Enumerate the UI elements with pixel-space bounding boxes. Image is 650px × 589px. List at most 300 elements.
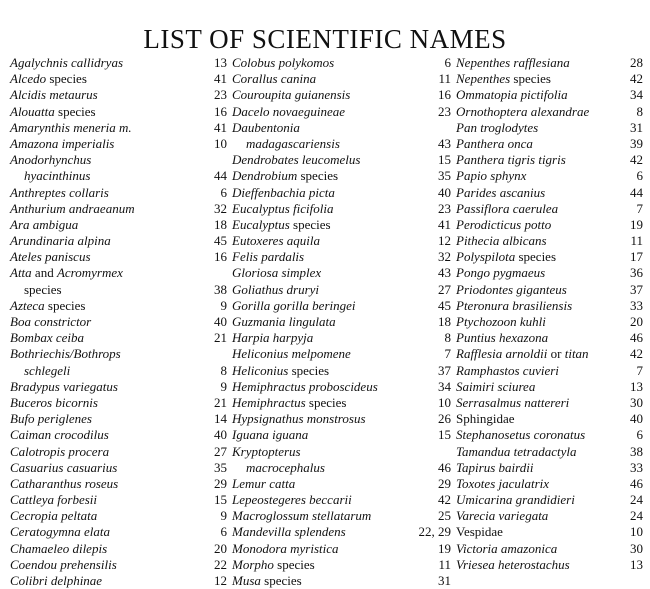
index-entry [232, 104, 451, 120]
entry-name [232, 330, 313, 346]
page-number: 40 [214, 427, 227, 443]
page-number: 8 [220, 362, 227, 378]
page-number: 31 [630, 119, 643, 135]
page-number: 6 [636, 427, 643, 443]
entry-name [456, 201, 558, 217]
page-number: 30 [630, 540, 643, 556]
name-suffix: species [46, 71, 87, 87]
page-number: 42 [438, 492, 451, 508]
scientific-name: Amazona imperialis [10, 135, 115, 151]
entry-name [10, 557, 117, 573]
scientific-name: Amarynthis meneria m. [10, 119, 132, 135]
page-number: 19 [630, 216, 643, 232]
page-number: 33 [630, 297, 643, 313]
index-entry [456, 298, 643, 314]
entry-name [456, 427, 585, 443]
scientific-name: Guzmania lingulata [232, 314, 336, 329]
scientific-name: Sphingidae [456, 411, 515, 427]
entry-name [456, 444, 577, 460]
names-column-2 [232, 55, 451, 589]
scientific-name: Saimiri sciurea [456, 378, 536, 394]
page-number: 40 [438, 184, 451, 200]
entry-name [10, 524, 110, 540]
scientific-name: Panthera onca [456, 135, 533, 151]
index-entry [232, 460, 451, 476]
index-entry [232, 363, 451, 379]
scientific-name: Perodicticus potto [456, 216, 552, 232]
page-number: 10 [630, 524, 643, 540]
page-number: 7 [636, 200, 643, 216]
entry-name [246, 136, 340, 152]
scientific-name: Coendou prehensilis [10, 556, 117, 572]
page-number: 23 [438, 103, 451, 119]
index-entry [232, 249, 451, 265]
entry-name [232, 282, 319, 298]
entry-name [232, 379, 378, 395]
scientific-name: Toxotes jaculatrix [456, 475, 550, 491]
name-suffix: species [54, 103, 96, 119]
entry-name [456, 379, 535, 395]
page-number: 16 [214, 103, 227, 119]
index-entry [232, 282, 451, 298]
entry-name [232, 265, 321, 281]
scientific-name: Bufo periglenes [10, 411, 92, 427]
entry-name [232, 573, 302, 589]
page-number: 37 [438, 362, 451, 378]
scientific-name: Casuarius casuarius [10, 459, 118, 475]
entry-name [232, 557, 315, 573]
scientific-name: Ateles paniscus [10, 249, 91, 265]
index-entry [10, 541, 227, 557]
entry-name [10, 330, 84, 346]
entry-name [456, 217, 551, 233]
name-suffix: species [510, 71, 551, 87]
entry-name [24, 363, 70, 379]
scientific-name: Buceros bicornis [10, 394, 98, 410]
index-entry [456, 476, 643, 492]
index-entry [456, 541, 643, 557]
page-number: 24 [630, 508, 643, 524]
entry-name [232, 508, 371, 524]
scientific-name: species [24, 281, 62, 297]
page-number: 46 [438, 459, 451, 475]
page-number: 17 [630, 249, 643, 265]
scientific-name: madagascariensis [246, 135, 340, 151]
page-number: 22, 29 [418, 524, 451, 540]
page-number: 15 [438, 152, 451, 168]
scientific-name-alt: titan [564, 346, 589, 362]
scientific-name: Pongo pygmaeus [456, 265, 546, 281]
page-number: 28 [630, 55, 643, 70]
entry-name [456, 460, 533, 476]
page-number: 8 [444, 330, 451, 346]
index-entry [456, 136, 643, 152]
entry-name [10, 217, 78, 233]
page-number: 45 [214, 233, 227, 249]
name-suffix: species [288, 362, 330, 378]
name-suffix: species [289, 216, 331, 232]
page-number: 35 [214, 459, 227, 475]
page-number: 38 [630, 443, 643, 459]
entry-name [456, 282, 567, 298]
entry-name [10, 298, 85, 314]
scientific-name: Pan troglodytes [456, 119, 539, 135]
index-entry [232, 217, 451, 233]
scientific-name: Boa constrictor [10, 314, 92, 329]
entry-name [10, 314, 91, 330]
page-number: 42 [630, 152, 643, 168]
entry-name [10, 136, 114, 152]
scientific-name: Colibri delphinae [10, 573, 103, 588]
scientific-name: macrocephalus [246, 459, 325, 475]
index-entry [232, 573, 451, 589]
scientific-name: Anthurium andraeanum [10, 200, 135, 216]
entry-name [232, 168, 338, 184]
scientific-name: hyacinthinus [24, 168, 91, 184]
index-entry [10, 395, 227, 411]
index-entry [10, 524, 227, 540]
index-entry [232, 120, 451, 136]
page-number: 13 [630, 556, 643, 572]
index-entry [232, 411, 451, 427]
index-entry [232, 168, 451, 184]
entry-name [246, 460, 325, 476]
entry-name [232, 492, 352, 508]
name-suffix: or [547, 346, 565, 362]
page-number: 6 [220, 524, 227, 540]
scientific-name: Dacelo novaeguineae [232, 103, 345, 119]
index-entry [10, 363, 227, 379]
scientific-name: Parides ascanius [456, 184, 546, 200]
scientific-name: Gorilla gorilla beringei [232, 297, 356, 313]
scientific-name: Eucalyptus [232, 216, 290, 232]
name-suffix: and [31, 265, 57, 281]
scientific-name: Pithecia albicans [456, 233, 547, 249]
index-entry [10, 476, 227, 492]
entry-name [10, 233, 111, 249]
index-entry [456, 265, 643, 281]
entry-name [232, 427, 308, 443]
page-number: 36 [630, 265, 643, 281]
scientific-name: Hypsignathus monstrosus [232, 411, 366, 427]
page-number: 7 [636, 362, 643, 378]
page-number: 29 [438, 475, 451, 491]
scientific-name: Eucalyptus ficifolia [232, 200, 334, 216]
index-entry [456, 168, 643, 184]
index-entry [232, 557, 451, 573]
index-entry [10, 71, 227, 87]
page-number: 46 [630, 330, 643, 346]
page-number: 45 [438, 297, 451, 313]
entry-name [456, 55, 570, 71]
page-number: 27 [438, 281, 451, 297]
entry-name [456, 185, 545, 201]
index-entry [456, 363, 643, 379]
page-number: 35 [438, 168, 451, 184]
scientific-name: Vriesea heterostachus [456, 556, 570, 572]
index-entry [456, 217, 643, 233]
scientific-name: Morpho [232, 556, 274, 572]
entry-name [232, 395, 346, 411]
entry-name [10, 201, 135, 217]
entry-name [456, 298, 572, 314]
scientific-name: Catharanthus roseus [10, 475, 119, 491]
scientific-name: Daubentonia [232, 119, 300, 135]
entry-name [10, 573, 102, 589]
index-entry [232, 492, 451, 508]
entry-name [456, 249, 556, 265]
entry-name [10, 249, 91, 265]
page-number: 34 [438, 378, 451, 394]
index-entry [232, 314, 451, 330]
entry-name [10, 411, 92, 427]
entry-name [10, 87, 98, 103]
scientific-name: Tapirus bairdii [456, 459, 534, 475]
page-number: 40 [630, 411, 643, 427]
scientific-name: Dieffenbachia picta [232, 184, 335, 200]
index-entry [232, 185, 451, 201]
page-number: 33 [630, 459, 643, 475]
scientific-name: Nepenthes rafflesiana [456, 55, 570, 70]
page-title: LIST OF SCIENTIFIC NAMES [143, 24, 507, 55]
scientific-name: Polyspilota [456, 249, 516, 265]
index-entry [232, 508, 451, 524]
index-entry [232, 541, 451, 557]
entry-name [456, 524, 503, 540]
index-entry [232, 476, 451, 492]
entry-name [232, 444, 301, 460]
scientific-name: Papio sphynx [456, 168, 527, 184]
index-entry [232, 395, 451, 411]
name-suffix: species [260, 573, 302, 588]
index-entry [232, 444, 451, 460]
scientific-name: Azteca [10, 297, 45, 313]
scientific-name: Felis pardalis [232, 249, 305, 265]
index-entry [10, 330, 227, 346]
index-entry [456, 411, 643, 427]
entry-name [456, 120, 538, 136]
entry-name [10, 395, 98, 411]
index-entry [10, 152, 227, 168]
name-suffix: species [273, 556, 315, 572]
index-entry [10, 168, 227, 184]
entry-name [232, 201, 333, 217]
entry-name [10, 427, 109, 443]
entry-name [24, 168, 90, 184]
page-number: 9 [220, 508, 227, 524]
index-entry [456, 233, 643, 249]
index-entry [232, 346, 451, 362]
scientific-name: Gloriosa simplex [232, 265, 322, 281]
entry-name [456, 395, 569, 411]
entry-name [232, 314, 336, 330]
name-suffix: species [297, 168, 339, 184]
scientific-name: Corallus canina [232, 71, 317, 87]
page-number: 37 [630, 281, 643, 297]
page-number: 44 [630, 184, 643, 200]
scientific-name: Mandevilla splendens [232, 524, 346, 540]
entry-name [10, 508, 97, 524]
entry-name [232, 71, 316, 87]
entry-name [232, 233, 320, 249]
scientific-name: Puntius hexazona [456, 330, 549, 346]
entry-name [10, 55, 123, 71]
scientific-name: Ceratogymna elata [10, 524, 111, 540]
index-entry [232, 330, 451, 346]
entry-name [456, 104, 589, 120]
page-number: 18 [438, 314, 451, 329]
entry-name [232, 185, 335, 201]
page-number: 10 [438, 394, 451, 410]
scientific-name: Agalychnis callidryas [10, 55, 124, 70]
scientific-name: Alcidis metaurus [10, 87, 98, 103]
name-suffix: species [515, 249, 557, 265]
scientific-name: Dendrobium [232, 168, 298, 184]
entry-name [10, 120, 132, 136]
index-entry [456, 152, 643, 168]
entry-name [456, 508, 548, 524]
page-number: 21 [214, 330, 227, 346]
index-entry [456, 492, 643, 508]
scientific-name-alt: Acromyrmex [56, 265, 123, 281]
page-number: 41 [438, 216, 451, 232]
index-entry [232, 524, 451, 540]
index-entry [10, 314, 227, 330]
page-number: 30 [630, 394, 643, 410]
page-number: 18 [214, 216, 227, 232]
scientific-name: Lemur catta [232, 475, 296, 491]
page-number: 16 [214, 249, 227, 265]
page-number: 26 [438, 411, 451, 427]
scientific-name: Varecia variegata [456, 508, 549, 524]
index-entry [456, 87, 643, 103]
entry-name [232, 363, 329, 379]
scientific-name: Couroupita guianensis [232, 87, 351, 103]
index-entry [456, 379, 643, 395]
page-number: 6 [220, 184, 227, 200]
page-number: 40 [214, 314, 227, 329]
entry-name [456, 314, 546, 330]
scientific-name: Ommatopia pictifolia [456, 87, 568, 103]
entry-name [10, 444, 109, 460]
index-entry [232, 233, 451, 249]
page-number: 22 [214, 556, 227, 572]
entry-name [232, 87, 350, 103]
page-number: 11 [438, 71, 451, 87]
scientific-name: Chamaeleo dilepis [10, 540, 108, 556]
scientific-name: Bombax ceiba [10, 330, 85, 346]
scientific-name: Priodontes giganteus [456, 281, 567, 297]
index-entry [456, 104, 643, 120]
scientific-name: schlegeli [24, 362, 71, 378]
scientific-name: Caiman crocodilus [10, 427, 109, 443]
entry-name [456, 330, 548, 346]
page-number: 12 [438, 233, 451, 249]
index-entry [456, 460, 643, 476]
index-entry [10, 249, 227, 265]
index-entry [456, 201, 643, 217]
entry-name [456, 411, 515, 427]
index-entry [10, 427, 227, 443]
index-entry [10, 120, 227, 136]
entry-name [232, 55, 334, 71]
entry-name [232, 298, 356, 314]
page-number: 27 [214, 443, 227, 459]
entry-name [10, 460, 117, 476]
scientific-name: Anthreptes collaris [10, 184, 109, 200]
entry-name [10, 104, 96, 120]
index-entry [232, 379, 451, 395]
index-entry [10, 233, 227, 249]
scientific-name: Harpia harpyja [232, 330, 314, 346]
page-number: 6 [444, 55, 451, 70]
index-entry [10, 492, 227, 508]
index-entry [10, 508, 227, 524]
index-entry [10, 185, 227, 201]
index-entry [232, 201, 451, 217]
index-entry [10, 104, 227, 120]
entry-name [10, 541, 107, 557]
scientific-name: Heliconius melpomene [232, 346, 351, 362]
page-number: 38 [214, 281, 227, 297]
index-entry [456, 395, 643, 411]
entry-name [456, 363, 559, 379]
scientific-name: Ornothoptera alexandrae [456, 103, 590, 119]
scientific-name: Anodorhynchus [10, 152, 92, 168]
scientific-name: Musa [232, 573, 261, 588]
page-number: 19 [438, 540, 451, 556]
page-number: 23 [438, 200, 451, 216]
names-column-3 [456, 55, 643, 573]
name-suffix: species [44, 297, 86, 313]
scientific-name: Calotropis procera [10, 443, 110, 459]
scientific-name: Rafflesia arnoldii [456, 346, 548, 362]
scientific-name: Colobus polykomos [232, 55, 335, 70]
page-number: 24 [630, 492, 643, 508]
entry-name [10, 346, 121, 362]
page-number: 11 [630, 233, 643, 249]
page-number: 20 [630, 314, 643, 329]
scientific-name: Passiflora caerulea [456, 200, 559, 216]
index-entry [232, 152, 451, 168]
entry-name [232, 152, 360, 168]
page-number: 8 [636, 103, 643, 119]
index-entry [232, 298, 451, 314]
entry-name [10, 185, 109, 201]
page-number: 43 [438, 265, 451, 281]
entry-name [24, 282, 62, 298]
page-number: 13 [630, 378, 643, 394]
page-number: 10 [214, 135, 227, 151]
index-entry [10, 136, 227, 152]
scientific-name: Goliathus druryi [232, 281, 320, 297]
page-number: 12 [214, 573, 227, 588]
index-entry [232, 87, 451, 103]
entry-name [456, 346, 589, 362]
index-entry [10, 217, 227, 233]
index-entry [232, 71, 451, 87]
scientific-name: Kryptopterus [232, 443, 301, 459]
page-number: 9 [220, 378, 227, 394]
scientific-name: Ramphastos cuvieri [456, 362, 559, 378]
entry-name [456, 557, 570, 573]
entry-name [232, 217, 331, 233]
scientific-name: Bothriechis/Bothrops [10, 346, 121, 362]
scientific-name: Iguana iguana [232, 427, 309, 443]
entry-name [10, 492, 97, 508]
index-entry [456, 282, 643, 298]
page-number: 9 [220, 297, 227, 313]
